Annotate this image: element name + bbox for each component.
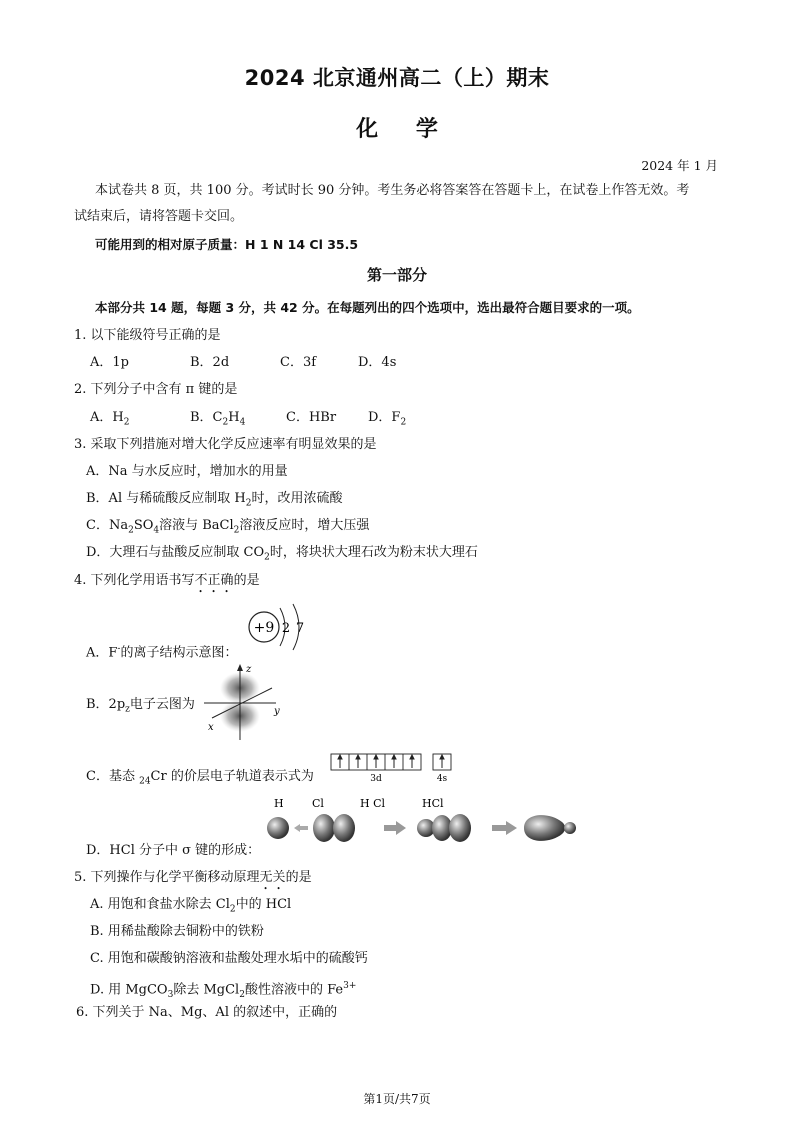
q3-option-d: D．大理石与盐酸反应制取 $CO_2$时，将块状大理石改为粉末状大理石 [86,545,478,563]
q3-option-a: A．Na 与水反应时，增加水的用量 [86,464,288,479]
q4-option-d: D．HCl 分子中 σ 键的形成： [86,843,261,858]
q5-option-d: D. 用 MgCO$_3$除去 MgCl$_2$酸性溶液中的 $Fe^{3+}$ [90,981,357,1000]
q2-option-a: A．$H_2$ [90,410,130,428]
shell2-electrons: 7 [295,621,305,636]
exam-date: 2024 年 1 月 [641,158,718,173]
q5-stem: 5. 下列操作与化学平衡移动原理无关的是 [74,870,312,885]
label-4s: 4s [436,774,448,784]
label-h-cl: H Cl [360,797,386,810]
arrow-1 [384,821,406,835]
q1-options [90,350,740,376]
q6-stem: 6. 下列关于 Na、Mg、Al 的叙述中，正确的 [76,1005,338,1020]
q2-option-c: C．HBr [286,410,337,425]
q5-option-b: B. 用稀盐酸除去铜粉中的铁粉 [90,924,264,939]
label-h: H [274,797,284,810]
q4-option-c: C．基态 $_{24}$Cr 的价层电子轨道表示式为 [86,769,314,787]
q2-option-b: B．$C_2H_4$ [190,410,246,428]
h-s-orbital [267,817,289,839]
q2-options [90,405,740,436]
q1-option-a: A．1p [90,355,129,370]
q4-option-b: B．$2p_z$电子云图为 [86,697,195,715]
q5-option-c: C. 用饱和碳酸钠溶液和盐酸处理水垢中的硫酸钙 [90,951,368,966]
subject-title: 化 学 [356,117,438,142]
atomic-mass-note: 可能用到的相对原子质量：H 1 N 14 Cl 35.5 [95,237,359,252]
q4-option-a: A．F-的离子结构示意图： [86,644,238,661]
x-axis-label: x [208,722,214,733]
q1-option-c: C．3f [280,355,317,370]
part1-instruction: 本部分共 14 题，每题 3 分，共 42 分。在每题列出的四个选项中，选出最符合题目要求的一项。 [95,300,640,315]
label-hcl: HCl [422,797,444,810]
4s-orbital [433,754,451,770]
fluoride-ion-structure-diagram [244,598,314,656]
z-axis-label: z [246,664,252,675]
q3-option-c: C．$Na_2SO_4$溶液与 BaCl$_2$溶液反应时，增大压强 [86,518,370,536]
intro-line-2: 试结束后，请将答题卡交回。 [74,209,244,224]
page-footer: 第1页/共7页 [363,1092,431,1106]
cr-orbital-diagram [330,752,460,786]
shell1-electrons: 2 [281,621,291,636]
q3-option-b: B．Al 与稀硫酸反应制取 $H_2$时，改用浓硫酸 [86,491,343,509]
page-title: 2024 北京通州高二（上）期末 [244,66,550,90]
2pz-electron-cloud-diagram [200,662,290,742]
label-cl: Cl [312,797,324,810]
q1-option-d: D．4s [358,355,397,370]
q1-option-b: B．2d [190,355,230,370]
q2-stem: 2. 下列分子中含有 π 键的是 [74,382,238,397]
q2-option-d: D．$F_2$ [368,410,407,428]
nucleus-charge: +9 [253,620,275,636]
q3-stem: 3. 采取下列措施对增大化学反应速率有明显效果的是 [74,437,377,452]
z-axis-arrow [237,664,243,671]
q4-stem: 4. 下列化学用语书写不正确的是 [74,573,260,588]
q5-option-a: A. 用饱和食盐水除去 $Cl_2$中的 HCl [90,897,292,915]
intro-line-1: 本试卷共 8 页，共 100 分。考试时长 90 分钟。考生务必将答案答在答题卡上，在试卷上作答无效。考 [95,183,690,198]
arrow-2 [492,821,517,835]
q1-stem: 1. 以下能级符号正确的是 [74,328,221,343]
label-3d: 3d [370,774,382,784]
part1-title: 第一部分 [366,266,427,284]
3d-orbitals [331,754,421,770]
y-axis-label: y [274,706,280,717]
hcl-small-lobe [564,822,576,834]
arrow-small [294,824,300,832]
